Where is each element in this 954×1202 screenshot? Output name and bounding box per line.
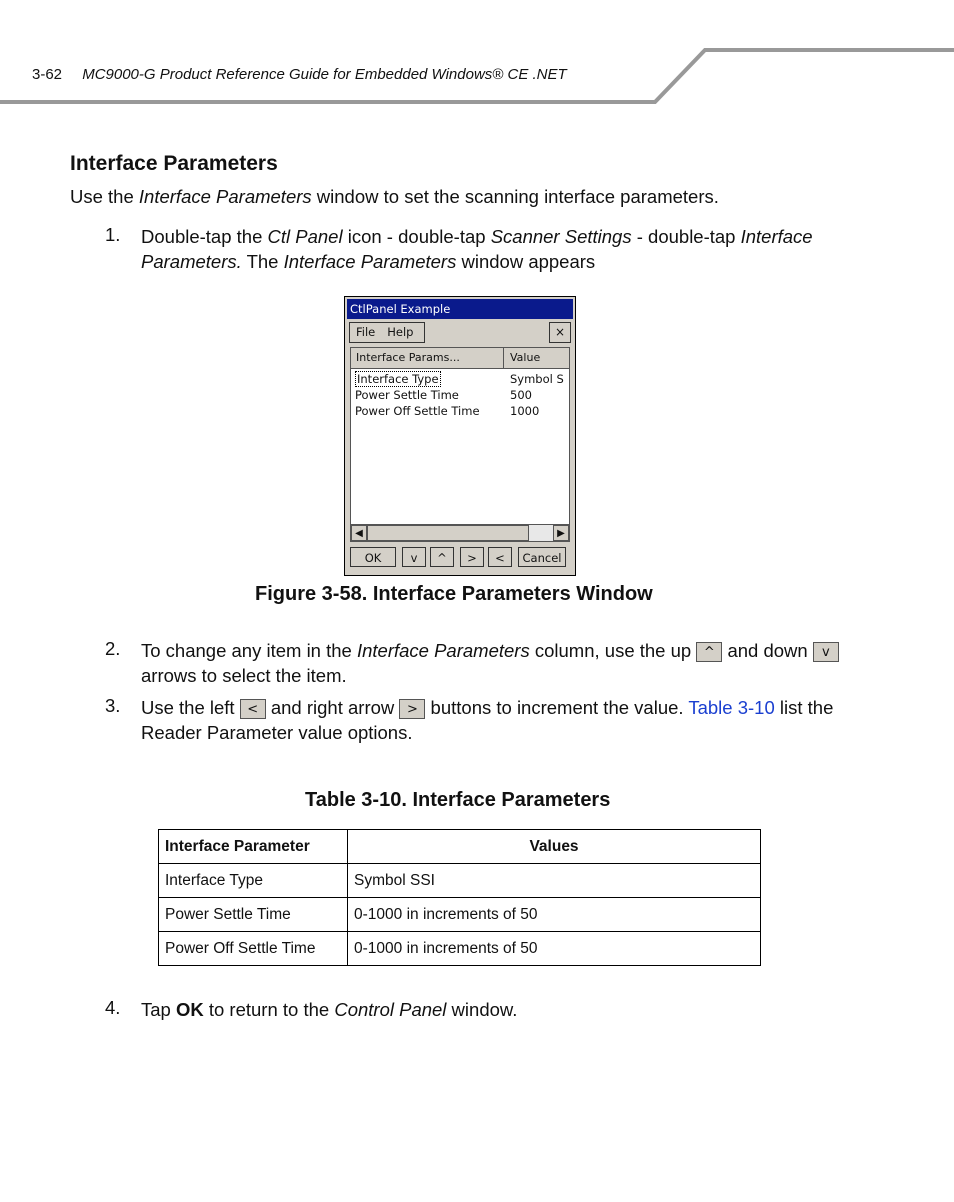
column-header-value[interactable]: Value: [510, 351, 541, 364]
doc-title: MC9000-G Product Reference Guide for Embedded Windows® CE .NET: [82, 66, 567, 83]
scroll-right-icon[interactable]: ▶: [553, 525, 569, 541]
table-cell: Interface Type: [159, 864, 348, 898]
ok-button[interactable]: OK: [350, 547, 396, 567]
params-list[interactable]: [350, 347, 570, 541]
table-cell: Symbol SSI: [348, 864, 761, 898]
table-row: [159, 932, 761, 966]
interface-parameters-table: [158, 829, 761, 966]
close-icon[interactable]: ×: [549, 322, 571, 343]
horizontal-scrollbar[interactable]: [350, 524, 570, 542]
table-row: [159, 898, 761, 932]
right-button[interactable]: >: [460, 547, 484, 567]
column-header: Values: [348, 830, 761, 864]
table-cell: Power Off Settle Time: [159, 932, 348, 966]
step-1-text: Double-tap the Ctl Panel icon - double-tap Scanner Settings - double-tap Interface Parameters. The Interface Parameters window appears: [141, 226, 813, 272]
column-header-params[interactable]: Interface Params...: [356, 351, 460, 364]
step-number: 3.: [105, 695, 121, 716]
list-item[interactable]: Interface Type Symbol S: [357, 372, 564, 386]
window-title: CtlPanel Example: [347, 299, 573, 319]
section-heading: Interface Parameters: [70, 152, 278, 175]
page-header: [32, 66, 567, 83]
list-item[interactable]: Power Settle Time 500: [355, 388, 532, 402]
table-cell: 0-1000 in increments of 50: [348, 898, 761, 932]
step-3-text: Use the left < and right arrow > buttons to increment the value. Table 3-10 list the Reader Parameter value options.: [141, 697, 834, 743]
left-arrow-icon: <: [240, 699, 266, 719]
scroll-left-icon[interactable]: ◀: [351, 525, 367, 541]
table-caption: Table 3-10. Interface Parameters: [305, 789, 611, 811]
ctlpanel-window-screenshot: [344, 296, 576, 576]
list-header: [351, 348, 569, 369]
table-header-row: [159, 830, 761, 864]
list-item[interactable]: Power Off Settle Time 1000: [355, 404, 540, 418]
left-button[interactable]: <: [488, 547, 512, 567]
step-number: 2.: [105, 638, 121, 659]
column-header: Interface Parameter: [159, 830, 348, 864]
down-button[interactable]: v: [402, 547, 426, 567]
table-cell: 0-1000 in increments of 50: [348, 932, 761, 966]
menu-bar: [349, 322, 425, 343]
menu-help[interactable]: Help: [387, 325, 414, 339]
menu-file[interactable]: File: [356, 325, 376, 339]
right-arrow-icon: >: [399, 699, 425, 719]
intro-paragraph: Use the Interface Parameters window to set the scanning interface parameters.: [70, 186, 719, 207]
table-row: [159, 864, 761, 898]
scroll-thumb[interactable]: [367, 525, 529, 541]
page-number: 3-62: [32, 66, 63, 83]
cancel-button[interactable]: Cancel: [518, 547, 566, 567]
step-2-text: To change any item in the Interface Parameters column, use the up ^ and down v arrows to select the item.: [141, 638, 861, 688]
step-4-text: Tap OK to return to the Control Panel window.: [141, 999, 518, 1020]
step-number: 1.: [105, 224, 121, 245]
header-rule: [0, 0, 954, 110]
step-number: 4.: [105, 997, 121, 1018]
up-arrow-icon: ^: [696, 642, 722, 662]
figure-caption: Figure 3-58. Interface Parameters Window: [255, 583, 653, 605]
up-button[interactable]: ^: [430, 547, 454, 567]
table-cell: Power Settle Time: [159, 898, 348, 932]
table-link[interactable]: Table 3-10: [688, 697, 775, 718]
down-arrow-icon: v: [813, 642, 839, 662]
